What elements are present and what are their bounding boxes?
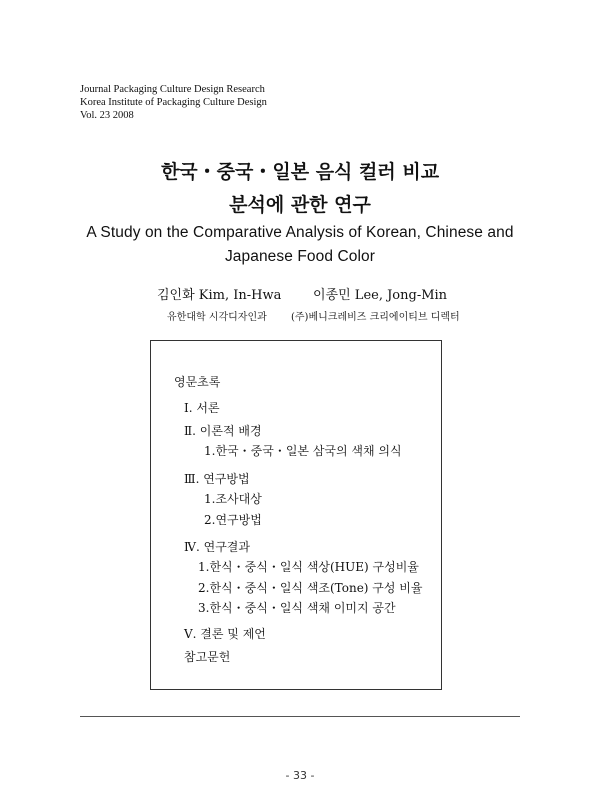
toc-references: 참고문헌: [184, 650, 231, 664]
title-korean-line1: 한국・중국・일본 음식 컬러 비교: [160, 161, 440, 183]
author-2-name: 이종민 Lee, Jong-Min: [313, 288, 448, 303]
journal-institute: Korea Institute of Packaging Culture Design: [80, 97, 267, 108]
toc-item-1: Ⅰ. 서론: [184, 401, 220, 415]
journal-volume: Vol. 23 2008: [80, 110, 134, 121]
title-korean-line2: 분석에 관한 연구: [229, 194, 371, 216]
journal-name: Journal Packaging Culture Design Research: [80, 84, 265, 95]
title-english-line1: A Study on the Comparative Analysis of Korean, Chinese and: [86, 224, 514, 241]
toc-item-3-1: 1.조사대상: [204, 492, 262, 506]
title-english-line2: Japanese Food Color: [224, 248, 376, 265]
footer-divider: [80, 716, 520, 717]
toc-item-4-3: 3.한식・중식・일식 색채 이미지 공간: [198, 601, 396, 615]
page-number: - 33 -: [285, 769, 315, 782]
toc-item-3: Ⅲ. 연구방법: [184, 472, 250, 486]
toc-item-3-2: 2.연구방법: [204, 513, 262, 527]
toc-item-2: Ⅱ. 이론적 배경: [184, 424, 262, 438]
toc-abstract: 영문초록: [174, 375, 221, 389]
table-of-contents-box: [150, 340, 442, 690]
journal-header: [80, 83, 267, 122]
toc-item-4-1: 1.한식・중식・일식 색상(HUE) 구성비율: [198, 560, 419, 574]
toc-item-2-1: 1.한국・중국・일본 삼국의 색채 의식: [204, 444, 402, 458]
author-2-affiliation: (주)베니크레비즈 크리에이티브 디렉터: [291, 312, 460, 323]
toc-item-5: Ⅴ. 결론 및 제언: [184, 627, 266, 641]
author-1-name: 김인화 Kim, In-Hwa: [157, 288, 282, 303]
author-1-affiliation: 유한대학 시각디자인과: [167, 312, 267, 323]
toc-item-4: Ⅳ. 연구결과: [184, 540, 250, 554]
toc-item-4-2: 2.한식・중식・일식 색조(Tone) 구성 비율: [198, 581, 423, 595]
